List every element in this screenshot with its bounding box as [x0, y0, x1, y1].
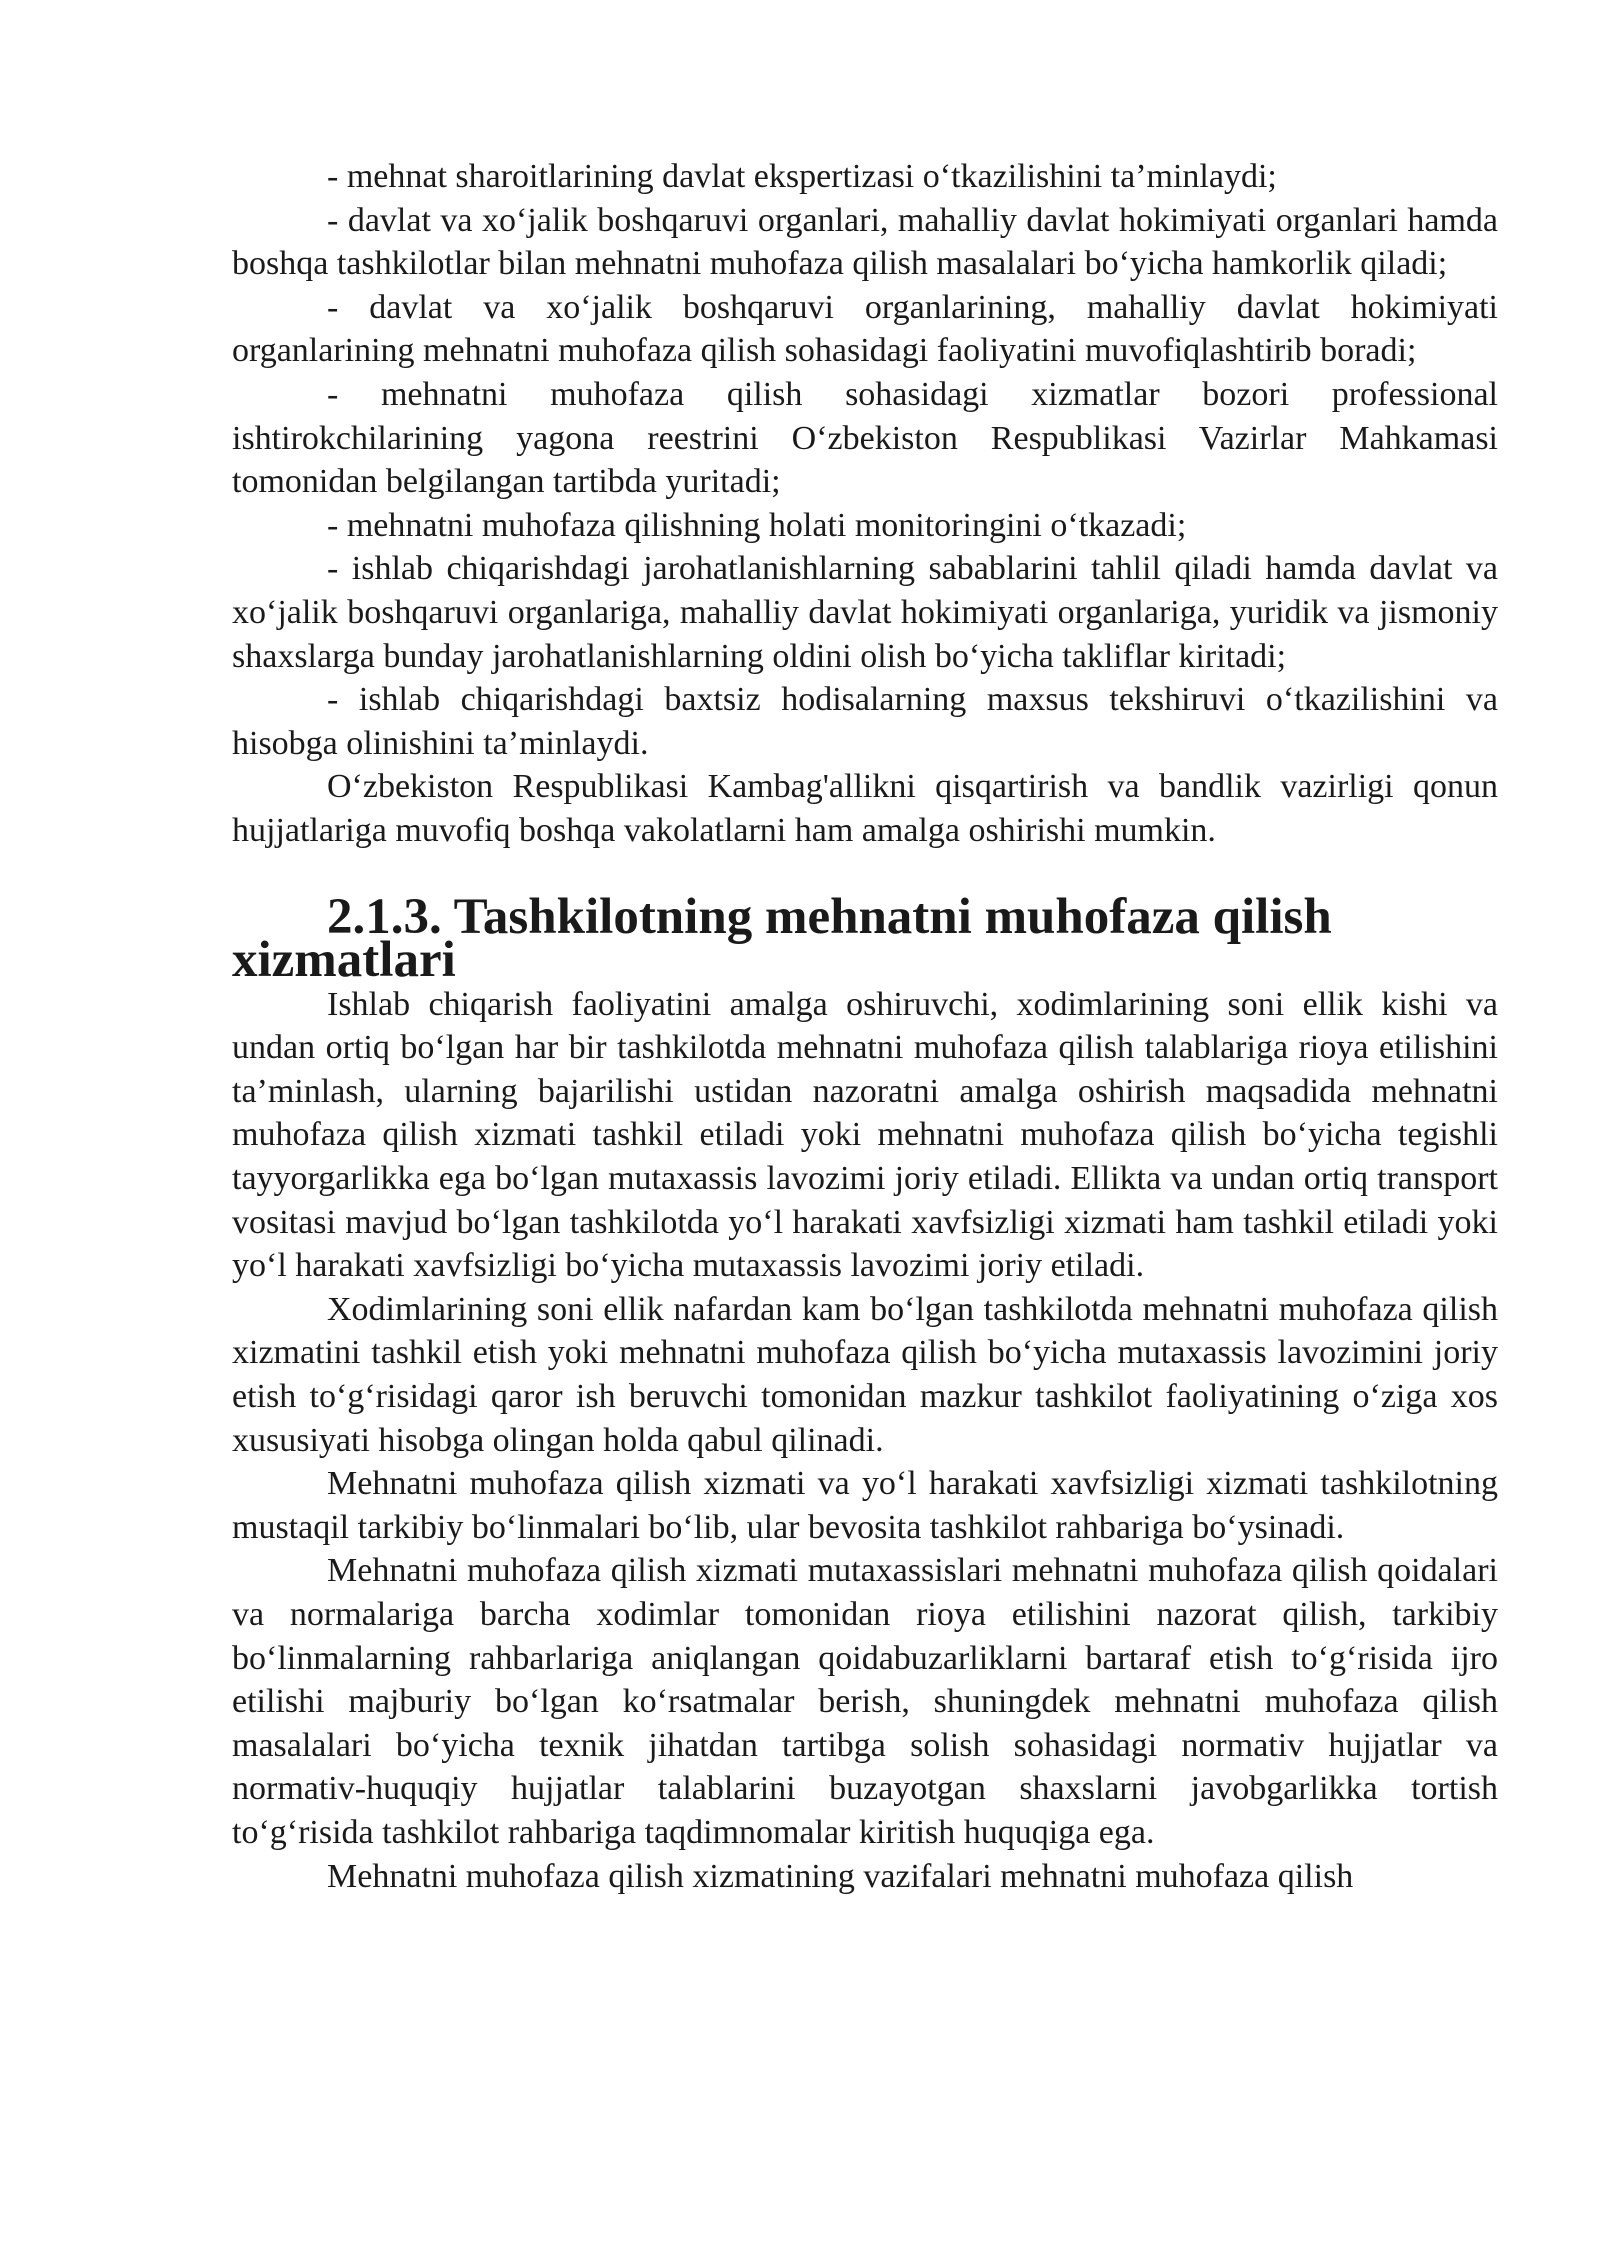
body-paragraph: Mehnatni muhofaza qilish xizmati va yo‘l harakati xavfsizligi xizmati tashkilotning mustaqil tarkibiy bo‘linmalari bo‘lib, ular bevosita tashkilot rahbariga bo‘ysinadi. [232, 1465, 1498, 1546]
body-paragraph: Ishlab chiqarish faoliyatini amalga oshiruvchi, xodimlarining soni ellik kishi va undan ortiq bo‘lgan har bir tashkilotda mehnatni muhofaza qilish talablariga rioya etilishini ta’minlash, ularning bajarilishi ustidan nazoratni amalga oshirish maqsadida mehnatni muhofaza qilish xizmati tashkil etiladi yoki mehnatni muhofaza qilish bo‘yicha tegishli tayyorgarlikka ega bo‘lgan mutaxassis lavozimi joriy etiladi. Ellikta va undan ortiq transport vositasi mavjud bo‘lgan tashkilotda yo‘l harakati xavfsizligi xizmati ham tashkil etiladi yoki yo‘l harakati xavfsizligi bo‘yicha mutaxassis lavozimi joriy etiladi. [232, 985, 1498, 1285]
list-item: - davlat va xo‘jalik boshqaruvi organlarining, mahalliy davlat hokimiyati organlarining mehnatni muhofaza qilish sohasidagi faoliyatini muvofiqlashtirib boradi; [232, 288, 1498, 370]
list-item: - davlat va xo‘jalik boshqaruvi organlari, mahalliy davlat hokimiyati organlari hamda boshqa tashkilotlar bilan mehnatni muhofaza qilish masalalari bo‘yicha hamkorlik qiladi; [232, 201, 1498, 283]
section-heading: 2.1.3. Tashkilotning mehnatni muhofaza qilish xizmatlari [232, 888, 1332, 989]
list-item: - ishlab chiqarishdagi baxtsiz hodisalarning maxsus tekshiruvi o‘tkazilishini va hisobga olinishini ta’minlaydi. [232, 681, 1498, 762]
list-item: - mehnatni muhofaza qilish sohasidagi xizmatlar bozori professional ishtirokchilarining yagona reestrini O‘zbekiston Respublikasi Vazirlar Mahkamasi tomonidan belgilangan tartibda yuritadi; [232, 375, 1498, 501]
body-paragraph: Mehnatni muhofaza qilish xizmati mutaxassislari mehnatni muhofaza qilish qoidalari va normalariga barcha xodimlar tomonidan rioya etilishini nazorat qilish, tarkibiy bo‘linmalarning rahbarlariga aniqlangan qoidabuzarliklarni bartaraf etish to‘g‘risida ijro etilishi majburiy bo‘lgan ko‘rsatmalar berish, shuningdek mehnatni muhofaza qilish masalalari bo‘yicha texnik jihatdan tartibga solish sohasidagi normativ hujjatlar va normativ-huquqiy hujjatlar talablarini buzayotgan shaxslarni javobgarlikka tortish to‘g‘risida tashkilot rahbariga taqdimnomalar kiritish huquqiga ega. [232, 1552, 1498, 1851]
body-paragraph: Xodimlarining soni ellik nafardan kam bo‘lgan tashkilotda mehnatni muhofaza qilish xizmatini tashkil etish yoki mehnatni muhofaza qilish bo‘yicha mutaxassis lavozimini joriy etish to‘g‘risidagi qaror ish beruvchi tomonidan mazkur tashkilot faoliyatining o‘ziga xos xususiyati hisobga olingan holda qabul qilinadi. [232, 1290, 1498, 1459]
document-page [232, 155, 1498, 1898]
list-item: - ishlab chiqarishdagi jarohatlanishlarning sabablarini tahlil qiladi hamda davlat va xo‘jalik boshqaruvi organlariga, mahalliy davlat hokimiyati organlariga, yuridik va jismoniy shaxslarga bunday jarohatlanishlarning oldini olish bo‘yicha takliflar kiritadi; [232, 550, 1498, 675]
list-item: - mehnatni muhofaza qilishning holati monitoringini o‘tkazadi; [327, 506, 1187, 544]
body-paragraph: Mehnatni muhofaza qilish xizmatining vazifalari mehnatni muhofaza qilish [327, 1857, 1354, 1895]
list-item: - mehnat sharoitlarining davlat ekspertizasi o‘tkazilishini ta’minlaydi; [327, 158, 1277, 195]
closing-paragraph: O‘zbekiston Respublikasi Kambag'allikni qisqartirish va bandlik vazirligi qonun hujjatlariga muvofiq boshqa vakolatlarni ham amalga oshirishi mumkin. [232, 768, 1498, 849]
